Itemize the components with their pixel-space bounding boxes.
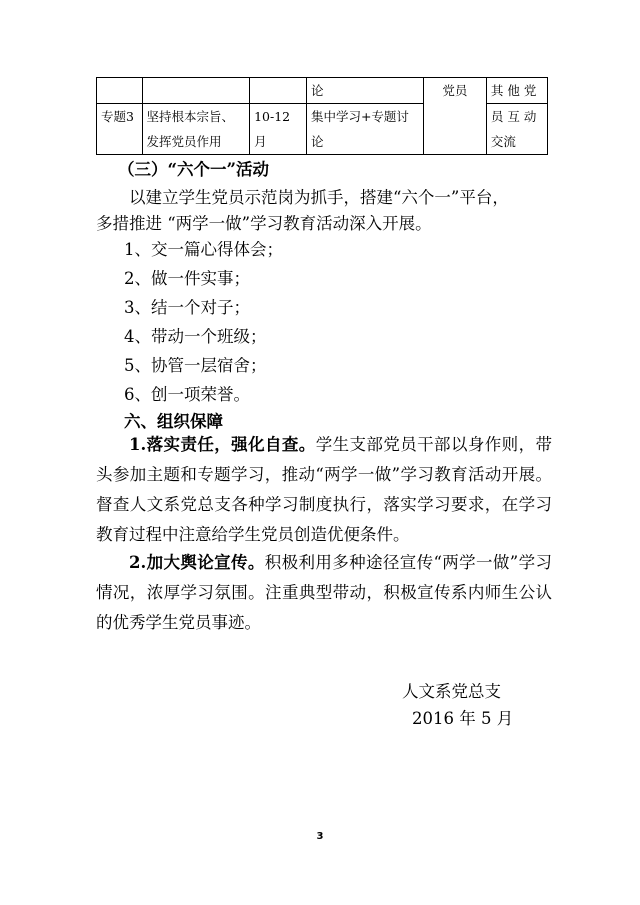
signature-date: 2016 年 5 月 (412, 709, 514, 728)
page-number: 3 (316, 831, 324, 842)
list-item: 6、创一项荣誉。 (124, 385, 250, 404)
table-cell (97, 78, 143, 104)
section-heading: 六、组织保障 (124, 412, 223, 431)
table-cell-method: 集中学习+专题讨 论 (306, 104, 423, 155)
table-cell-period: 10-12 月 (250, 104, 307, 155)
paragraph-lead: 1.落实责任，强化自查。 (129, 435, 316, 454)
list-item: 3、结一个对子； (124, 298, 250, 317)
paragraph-lead: 2.加大舆论宣传。 (129, 553, 265, 572)
paragraph-line: 多措推进 “两学一做”学习教育活动深入开展。 (96, 214, 432, 233)
list-item: 4、带动一个班级； (124, 327, 267, 346)
table-cell (142, 78, 250, 104)
paragraph (96, 430, 552, 550)
table-cell-topic: 专题3 (97, 104, 143, 155)
table-cell-participants: 党员 (423, 78, 486, 155)
table-cell: 其 他 党 (486, 78, 547, 104)
paragraph-line: 以建立学生党员示范岗为抓手，搭建“六个一”平台， (129, 188, 509, 207)
table-cell-method: 员 互 动 交流 (486, 104, 547, 155)
list-item: 5、协管一层宿舍； (124, 356, 267, 375)
list-item: 1、交一篇心得体会； (124, 240, 283, 259)
paragraph (96, 548, 552, 638)
signature-org: 人文系党总支 (402, 682, 501, 701)
section-heading: （三）“六个一”活动 (118, 160, 269, 179)
table-cell: 论 (306, 78, 423, 104)
study-plan-table (96, 77, 548, 155)
paragraph-text: 积极利用多种途径宣传“两学一做”学习情况，浓厚学习氛围。注重典型带动，积极宣传系内师生公认的优秀学生党员事迹。 (96, 553, 552, 632)
paragraph-text: 学生支部党员干部以身作则，带头参加主题和专题学习，推动“两学一做”学习教育活动开展。督查人文系党总支各种学习制度执行，落实学习要求，在学习教育过程中注意给学生党员创造优便条件。 (96, 435, 552, 544)
table-row (97, 78, 548, 104)
table-cell-theme: 坚持根本宗旨、 发挥党员作用 (142, 104, 250, 155)
list-item: 2、做一件实事； (124, 269, 250, 288)
table-cell (250, 78, 307, 104)
